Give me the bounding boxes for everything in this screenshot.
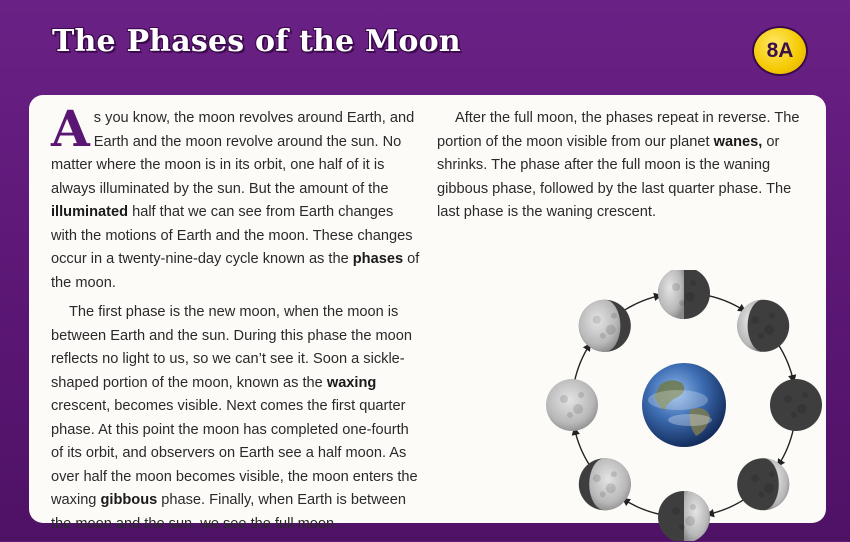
text-column-left (51, 99, 423, 542)
paragraph-intro-text: s you know, the moon revolves around Earth, and Earth and the moon revolve around the sun. No matter where the moon is in its orbit, one half of it is always illuminated by the sun. But the amount of the illuminated half that we can see from Earth changes with the motions of Earth and the moon. These changes occur in a twenty-nine-day cycle known as the phases of the moon. (51, 110, 420, 291)
card-number-badge: 8A (752, 26, 808, 76)
drop-cap: A (51, 99, 90, 158)
text-column-right (437, 107, 815, 231)
orbit-arrow (623, 499, 661, 515)
earth-globe (642, 363, 726, 447)
page-title: The Phases of the Moon (52, 24, 461, 59)
orbit-arrow (623, 295, 661, 311)
paragraph-phases-text: The first phase is the new moon, when the moon is between Earth and the sun. During this phase the moon reflects no light to us, so we can’t see it. Soon a sickle-shaped portion of the moon, known as the waxing crescent, becomes visible. Next comes the first quarter phase. At this point the moon has completed one-fourth of its orbit, and observers on Earth see a half moon. As over half the moon becomes visible, the moon enters the waxing gibbous phase. Finally, when Earth is between the moon and the sun, we see the full moon. (51, 304, 418, 532)
moon-phase-diagram (530, 270, 840, 541)
moon-bottom-icon (658, 491, 710, 541)
orbit-arrow (778, 344, 794, 382)
orbit-arrow (707, 499, 745, 515)
paragraph-waning (437, 107, 815, 225)
moon-lower-left-icon (579, 458, 631, 510)
paragraph-waning-text: After the full moon, the phases repeat in reverse. The portion of the moon visible from our planet wanes, or shrinks. The phase after the full moon is the waning gibbous phase, followed by the last quarter phase. The last phase is the waning crescent. (437, 110, 800, 220)
orbit-arrow (707, 295, 745, 311)
orbit-arrow (574, 428, 590, 466)
moon-left-icon (546, 379, 598, 431)
moon-top-icon (658, 270, 710, 319)
orbit-arrow (574, 344, 590, 382)
moon-lower-right-icon (737, 458, 789, 510)
orbit-arrow (778, 428, 794, 466)
moon-right-icon (770, 379, 822, 431)
paragraph-intro (51, 99, 423, 295)
paragraph-phases (51, 301, 423, 536)
moon-upper-right-icon (737, 300, 789, 352)
moon-upper-left-icon (579, 300, 631, 352)
